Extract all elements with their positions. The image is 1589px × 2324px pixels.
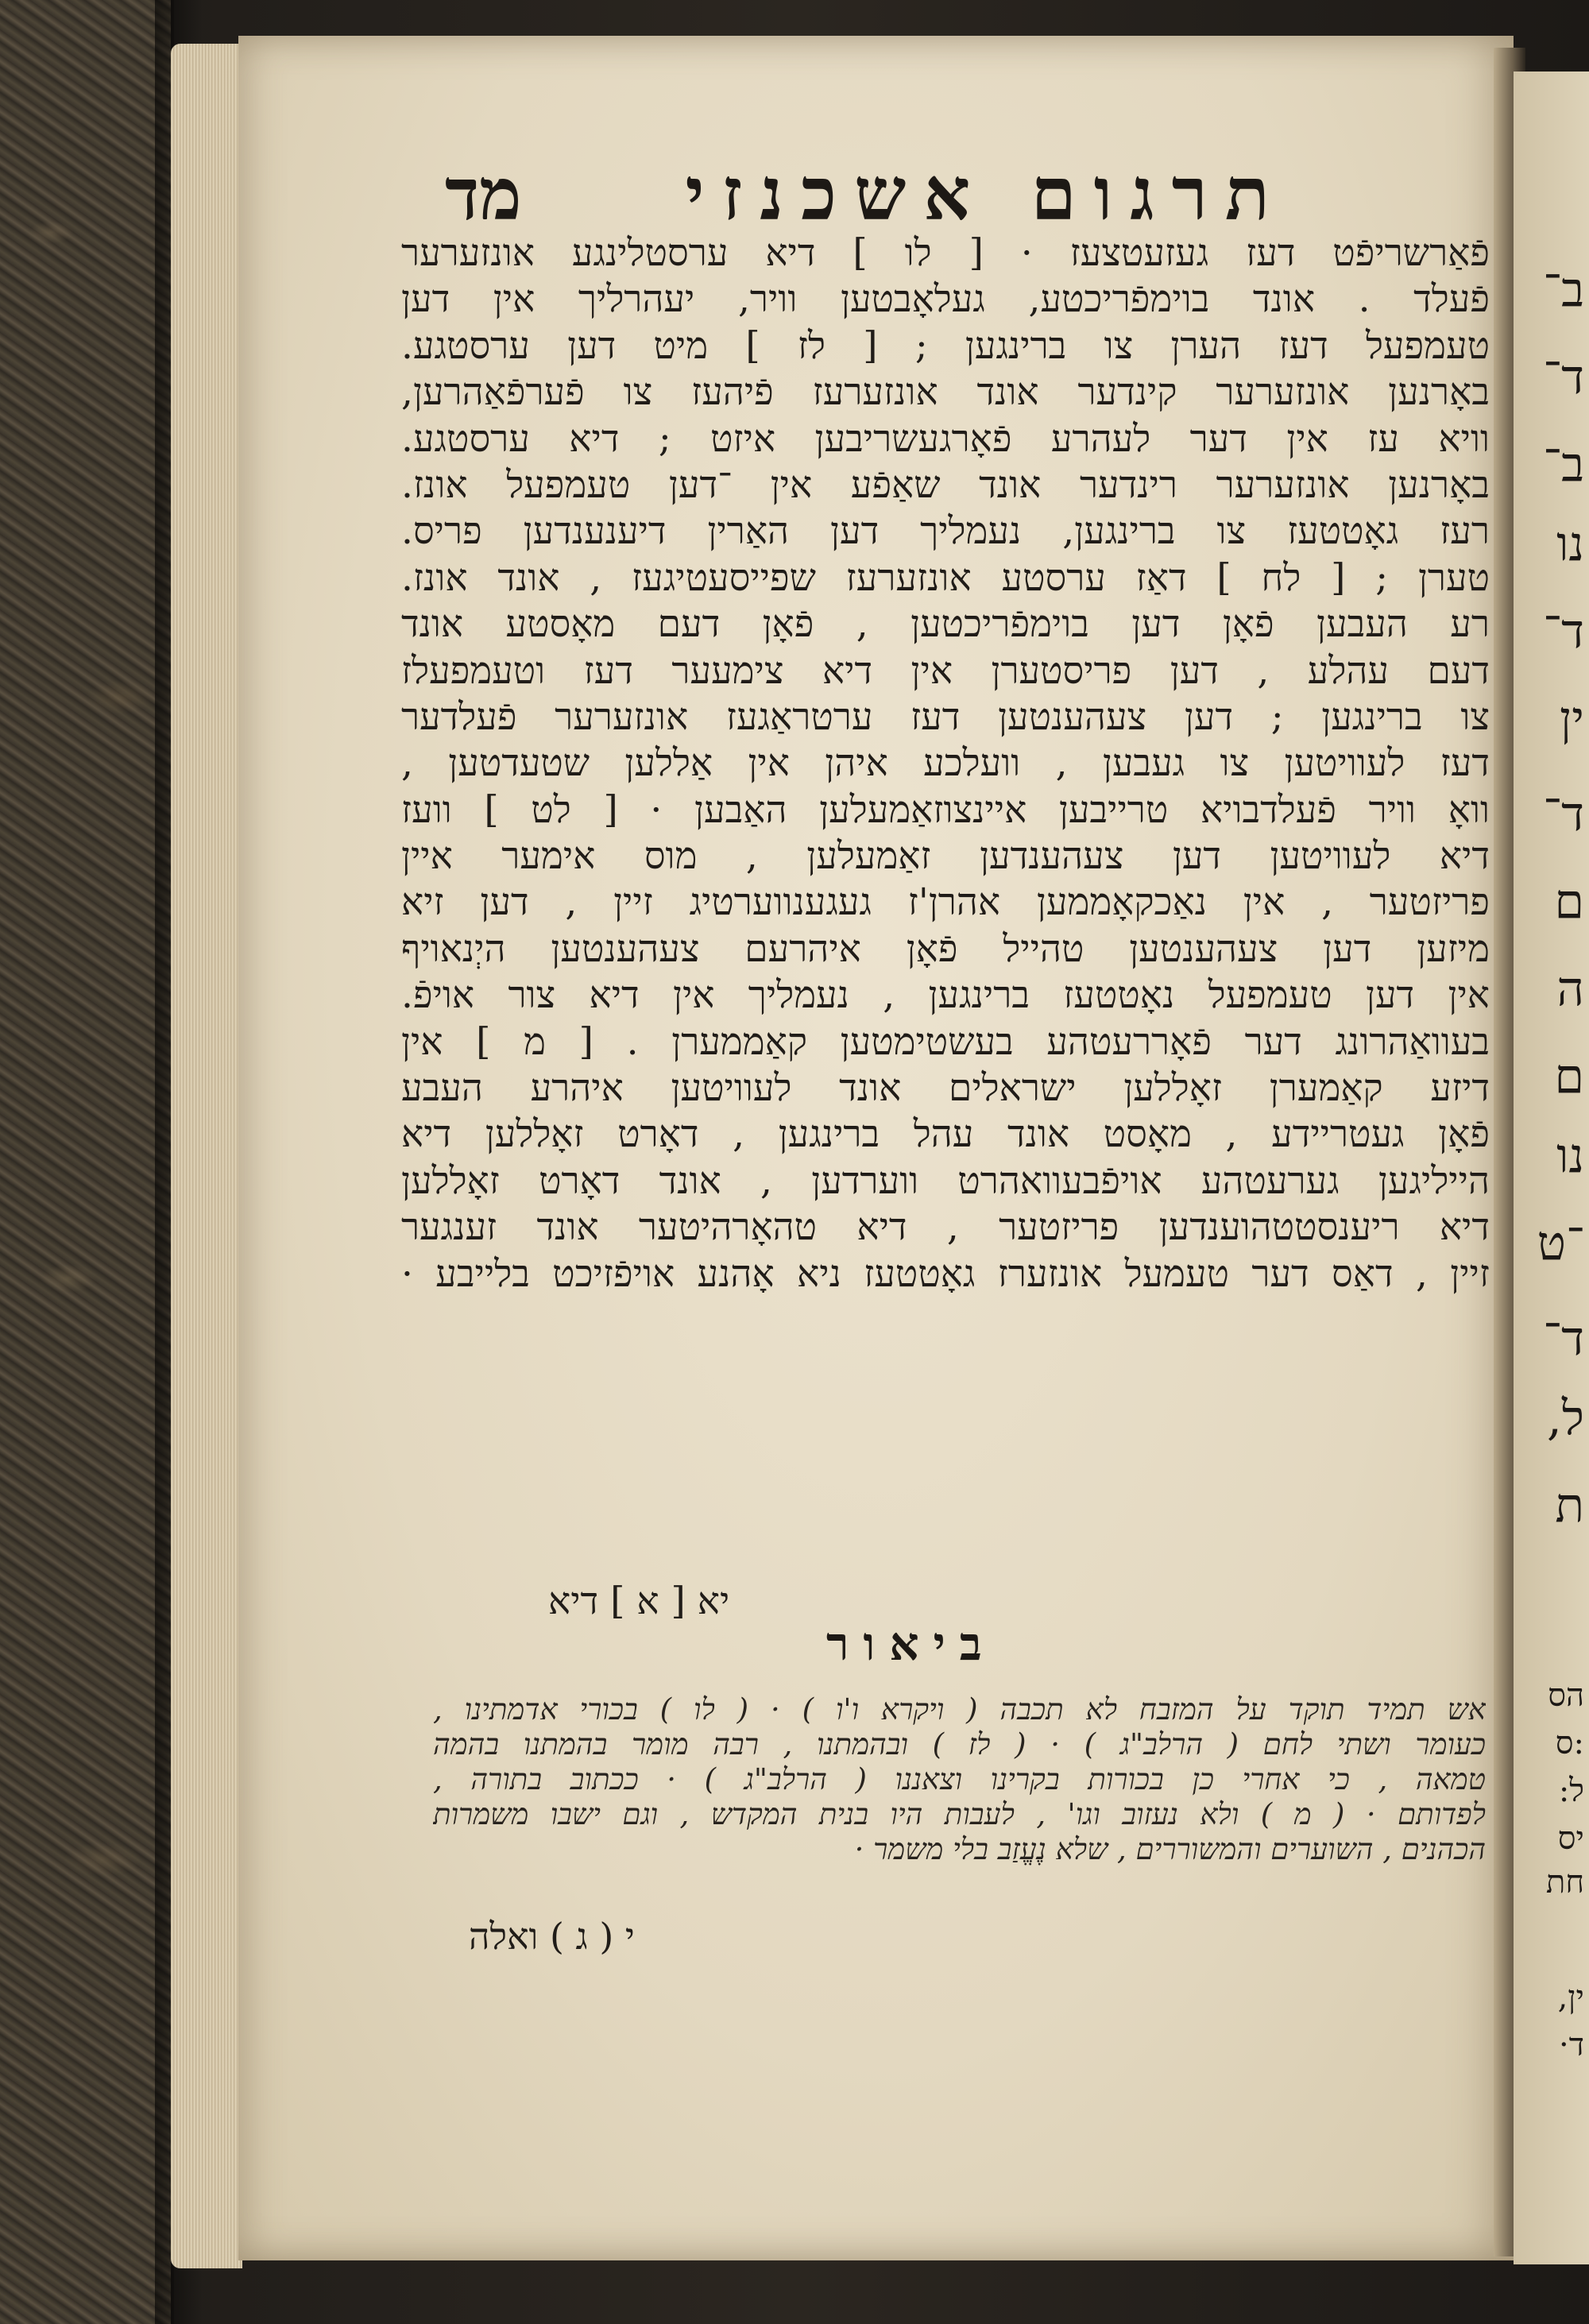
adjacent-page-fragment: ד־ — [1543, 350, 1584, 405]
text-line: וויא עז אין דער לעהרע פֿאָרגעשריבען איזט ; דיא ערסטגע. — [401, 416, 1490, 461]
text-line: רעז גאָטטעז צו ברינגען, נעמליך דען האַרין דיענענדען פריס. — [401, 509, 1490, 554]
text-line: זיין , דאַס דער טעמעל אונזערז גאָטטעז ניא אָהנע אויפֿזיכט בלייבע · — [401, 1251, 1490, 1296]
main-text-block — [401, 230, 1490, 1297]
text-line: פֿאָן געטריידע , מאָסט אונד עהל ברינגען , דאָרט זאָללען דיא — [401, 1112, 1490, 1157]
commentary-line: טמאה , כי אחרי כן בכורות בקרינו וצאננו ( הרלב"ג ) · ככתוב בתורה , — [433, 1762, 1486, 1796]
adjacent-page-fragment: ם — [1554, 874, 1584, 930]
adjacent-page-fragment: ל: — [1558, 1773, 1584, 1809]
text-line: טעמפעל דעז הערן צו ברינגען ; [ לז ] מיט דען ערסטגע. — [401, 323, 1490, 368]
text-line: אין דען טעמפעל נאָטטעז ברינגען , נעמליך אין דיא צור אויפֿ. — [401, 973, 1490, 1018]
adjacent-page-fragment: הס — [1548, 1677, 1584, 1714]
adjacent-page-fragment: ין, — [1557, 1979, 1584, 2016]
adjacent-page-fragment: ל, — [1546, 1390, 1584, 1446]
adjacent-page-fragment: ין — [1559, 691, 1584, 747]
text-line: רע העבען פֿאָן דען בוימפֿריכטען , פֿאָן דעם מאָסטע אונד — [401, 602, 1490, 647]
adjacent-page-fragment: ־ט — [1537, 1216, 1584, 1271]
text-line: מיזען דען צעהענטען טהייל פֿאָן איהרעם צעהענטען היְנאויף — [401, 926, 1490, 971]
catchword: יא [ א ] דיא — [548, 1580, 730, 1623]
text-line: דיזע קאַמערן זאָללען ישראלים אונד לעוויטען איהרע העבע — [401, 1066, 1490, 1111]
commentary-line: הכהנים , השוערים והמשוררים , שלא נֶעֱזַב בלי משמר · — [854, 1832, 1486, 1866]
adjacent-page-fragment: ת — [1555, 1478, 1584, 1533]
adjacent-page-fragment: יס — [1557, 1820, 1584, 1857]
text-line: פריזטער , אין נאַכקאָממען אהרן'ז געגענווערטיג זיין , דען זיא — [401, 880, 1490, 925]
adjacent-page-fragment: ד· — [1559, 2027, 1584, 2063]
header-title: תרגום אשכנזי — [685, 151, 1287, 237]
text-line: באָרנען אונזערער רינדער אונד שאַפֿע אין ־דען טעמפעל אונז. — [401, 462, 1490, 507]
adjacent-page-fragment: נו — [1556, 516, 1584, 572]
commentary-block — [433, 1692, 1486, 1867]
text-line: דעם עהלע , דען פריסטערן אין דיא צימעער דעז וטעמפעלז — [401, 648, 1490, 693]
page-number: מד — [445, 153, 522, 237]
text-line: הייליגען גערעטהע אויפֿבעוואהרט ווערדען , אונד דאָרט זאָללען — [401, 1158, 1490, 1203]
commentary-line: כעומר ושתי לחם ( הרלב"ג ) · ( לז ) ובהמתנו , רבה מומר בהמתנו בהמה — [433, 1727, 1486, 1761]
text-line: דיא ריענסטטהוענדען פריזטער , דיא טהאָרהיטער אונד זענגער — [401, 1205, 1490, 1250]
bottom-catchword: י ( ג ) ואלה — [469, 1915, 635, 1958]
text-line: פֿעלד . אונד בוימפֿריכטע, געלאָבטען וויר, יעהרליך אין דען — [401, 277, 1490, 322]
commentary-line: אש תמיד תוקד על המזבח לא תכבה ( ויקרא ו'ו ) · ( לו ) בכורי אדמתינו , — [433, 1692, 1486, 1727]
page-edges — [171, 44, 242, 2268]
marbled-cover — [0, 0, 174, 2324]
adjacent-page — [1514, 72, 1589, 2264]
text-line: פֿאַרשריפֿט דעז געזעטצעז · [ לו ] דיא ערסטלינגע אונזערער — [401, 231, 1490, 275]
text-line: דיא לעוויטען דען צעהענדען זאַמעלען , מוס אימער איין — [401, 834, 1490, 879]
adjacent-page-fragment: ם — [1554, 1049, 1584, 1104]
text-line: טערן ; [ לח ] דאַז ערסטע אונזערעז שפייסעטיגעז , אונד אונז. — [401, 555, 1490, 600]
adjacent-page-fragment: ד־ — [1543, 1311, 1584, 1367]
text-line: צו ברינגען ; דען צעהענטען דעז ערטראַגעז אונזערער פֿעלדער — [401, 694, 1490, 739]
text-line: דעז לעוויטען צו געבען , וועלכע איהן אין אַללען שטעדטען , — [401, 741, 1490, 786]
text-line: וואָ וויר פֿעלדבויא טרייבען איינצוזאַמעלען האַבען · [ לט ] וועז — [401, 787, 1490, 832]
adjacent-page-fragment: ב־ — [1543, 262, 1584, 318]
adjacent-page-fragment: ה — [1556, 961, 1584, 1017]
text-line: באָרנען אונזערער קינדער אונד אונזערעז פֿיהעז צו פֿערפֿאַהרען, — [401, 370, 1490, 415]
adjacent-page-fragment: ד־ — [1543, 787, 1584, 842]
adjacent-page-fragment: חת — [1545, 1864, 1584, 1901]
adjacent-page-fragment: :ס — [1555, 1725, 1584, 1761]
commentary-line: לפדותם · ( מ ) ולא נעזוב וגו' , לעבות היו בנית המקדש , וגם ישבו משמרות — [433, 1797, 1486, 1831]
adjacent-page-fragment: ד־ — [1543, 604, 1584, 659]
adjacent-page-fragment: נו — [1556, 1128, 1584, 1184]
text-line: בעוואַהרונג דער פֿאָררעטהע בעשטימטען קאַממערן . [ מ ] אין — [401, 1019, 1490, 1064]
adjacent-page-fragment: ב־ — [1543, 437, 1584, 493]
running-header — [445, 151, 1287, 237]
commentary-heading: ביאור — [826, 1617, 996, 1671]
